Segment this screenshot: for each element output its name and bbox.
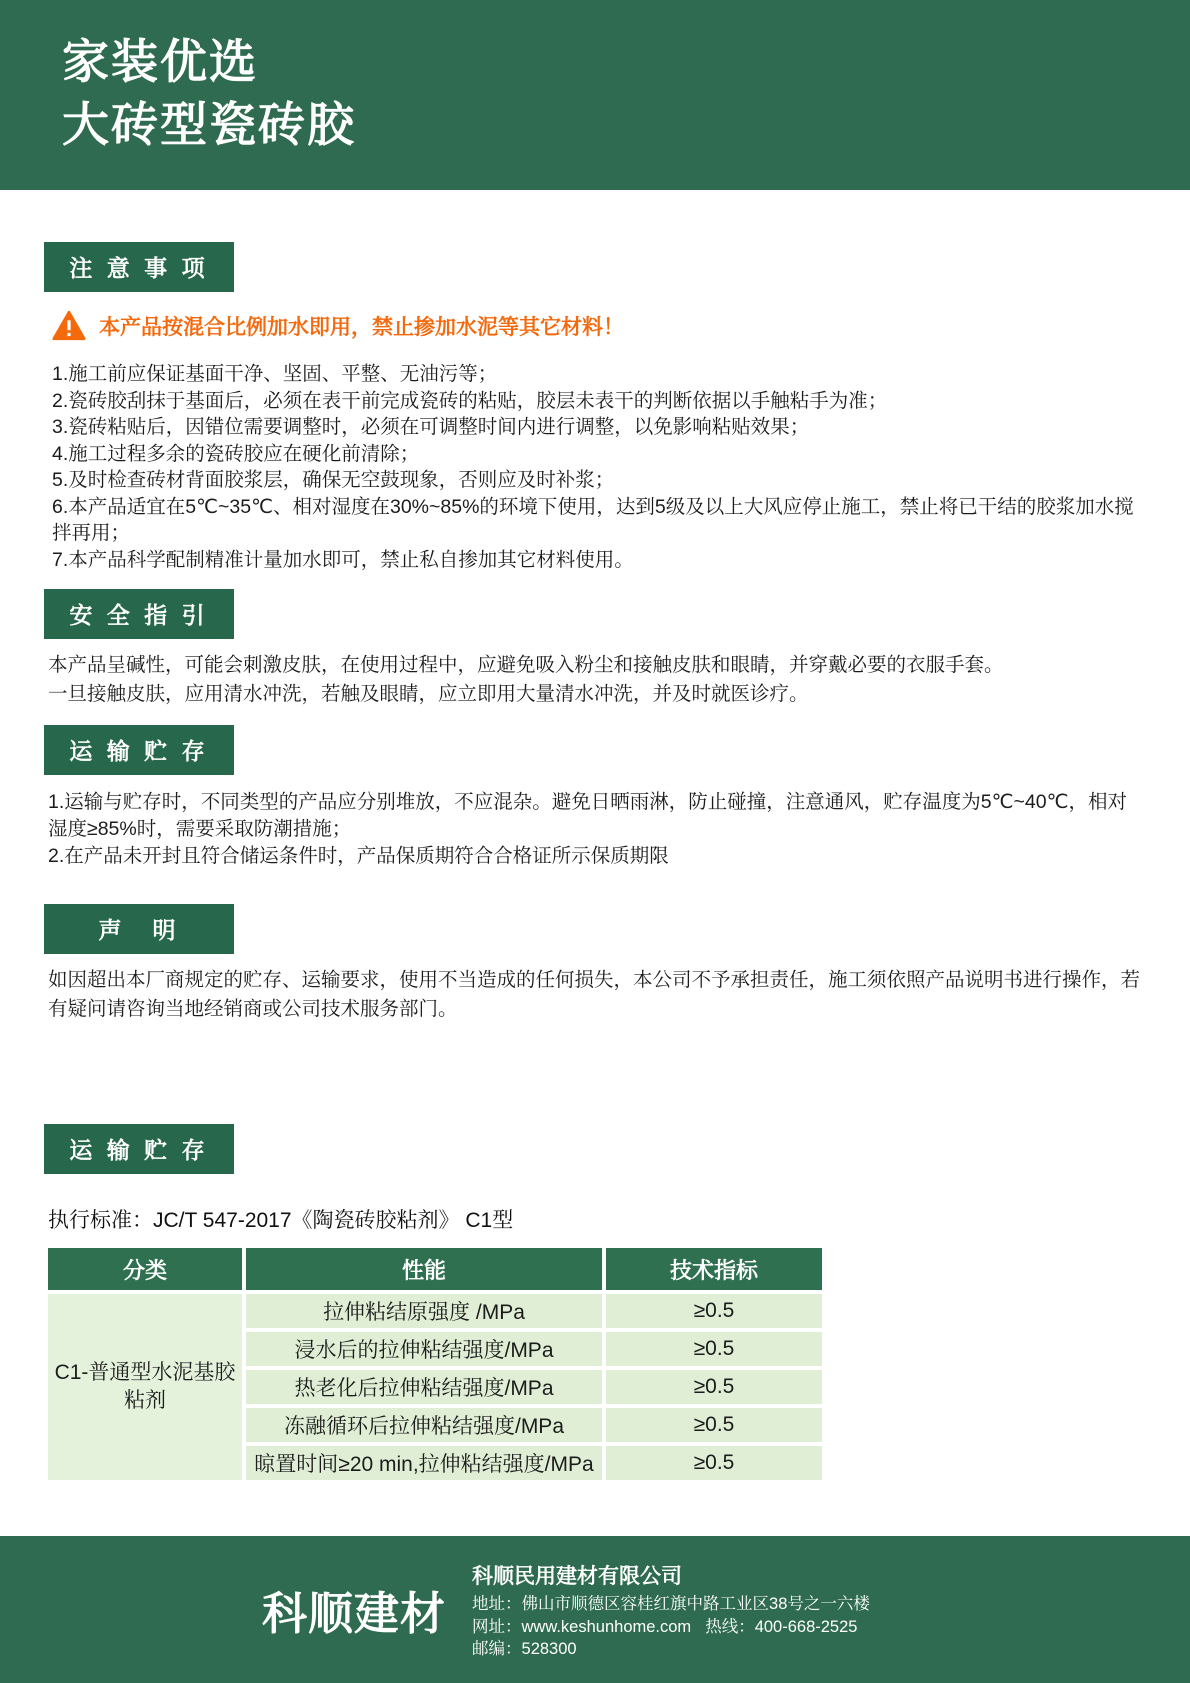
spec-value-cell: ≥0.5 [604,1368,824,1406]
section-heading-transport: 运 输 贮 存 [44,725,234,775]
notice-item: 6.本产品适宜在5℃~35℃、相对湿度在30%~85%的环境下使用，达到5级及以上大风应停止施工，禁止将已干结的胶浆加水搅拌再用； [52,495,1134,544]
company-postal: 邮编：528300 [472,1640,577,1659]
transport-item: 1.运输与贮存时，不同类型的产品应分别堆放，不应混杂。避免日晒雨淋，防止碰撞，注意通风，贮存温度为5℃~40℃，相对湿度≥85%时，需要采取防潮措施； [48,791,1127,840]
company-web-hotline [472,1616,870,1639]
spec-value-cell: ≥0.5 [604,1330,824,1368]
statement-text: 如因超出本厂商规定的贮存、运输要求，使用不当造成的任何损失，本公司不予承担责任，施工须依照产品说明书进行操作，若有疑问请咨询当地经销商或公司技术服务部门。 [48,969,1141,1020]
spec-col-index: 技术指标 [604,1246,824,1292]
warning-banner [52,310,1146,341]
safety-line: 本产品呈碱性，可能会刺激皮肤，在使用过程中，应避免吸入粉尘和接触皮肤和眼睛，并穿戴必要的衣服手套。 [48,654,1004,676]
spec-table [44,1244,826,1484]
notice-list [52,361,1146,573]
warning-triangle-icon [52,310,86,341]
page-footer [0,1536,1190,1683]
company-info [472,1558,870,1661]
spec-property-cell: 浸水后的拉伸粘结强度/MPa [244,1330,604,1368]
spec-table-header-row [46,1246,824,1292]
safety-text [48,651,1146,709]
notice-item: 7.本产品科学配制精准计量加水即可，禁止私自掺加其它材料使用。 [52,548,634,571]
spec-value-cell: ≥0.5 [604,1406,824,1444]
section-heading-safety: 安 全 指 引 [44,589,234,639]
spec-col-category: 分类 [46,1246,244,1292]
company-name: 科顺民用建材有限公司 [472,1565,683,1589]
spec-value-cell: ≥0.5 [604,1444,824,1482]
section-heading-notice: 注 意 事 项 [44,242,234,292]
page-content [0,190,1190,1484]
transport-item: 2.在产品未开封且符合储运条件时，产品保质期符合合格证所示保质期限 [48,845,669,867]
page-title-line1: 家装优选 [62,35,258,88]
notice-item: 2.瓷砖胶刮抹于基面后，必须在表干前完成瓷砖的粘贴，胶层未表干的判断依据以手触粘手为准； [52,389,888,412]
execution-standard: 执行标准：JC/T 547-2017《陶瓷砖胶粘剂》 C1型 [48,1209,514,1232]
notice-item: 1.施工前应保证基面干净、坚固、平整、无油污等； [52,363,498,385]
transport-list [48,789,1146,870]
page-header [0,0,1190,190]
page-title-line2: 大砖型瓷砖胶 [62,98,356,151]
spec-property-cell: 冻融循环后拉伸粘结强度/MPa [244,1406,604,1444]
spec-property-cell: 热老化后拉伸粘结强度/MPa [244,1368,604,1406]
company-logo: 科顺建材 [262,1588,447,1639]
spec-property-cell: 拉伸粘结原强度 /MPa [244,1292,604,1330]
section-heading-statement: 声 明 [44,904,234,954]
company-hotline: 热线：400-668-2525 [705,1617,858,1636]
spec-property-cell: 晾置时间≥20 min,拉伸粘结强度/MPa [244,1444,604,1482]
page-title [62,30,1190,156]
notice-item: 4.施工过程多余的瓷砖胶应在硬化前清除； [52,442,420,465]
section-heading-specs: 运 输 贮 存 [44,1124,234,1174]
spec-value-cell: ≥0.5 [604,1292,824,1330]
notice-item: 3.瓷砖粘贴后，因错位需要调整时，必须在可调整时间内进行调整，以免影响粘贴效果； [52,416,810,438]
spec-col-property: 性能 [244,1246,604,1292]
spec-category-cell: C1-普通型水泥基胶粘剂 [46,1292,244,1482]
company-address: 地址：佛山市顺德区容桂红旗中路工业区38号之一六楼 [472,1595,870,1614]
notice-item: 5.及时检查砖材背面胶浆层，确保无空鼓现象，否则应及时补浆； [52,469,615,491]
table-row [46,1292,824,1330]
company-website: 网址：www.keshunhome.com [472,1617,692,1636]
warning-text: 本产品按混合比例加水即用，禁止掺加水泥等其它材料！ [99,315,624,339]
safety-line: 一旦接触皮肤，应用清水冲洗，若触及眼睛，应立即用大量清水冲洗，并及时就医诊疗。 [48,683,809,705]
